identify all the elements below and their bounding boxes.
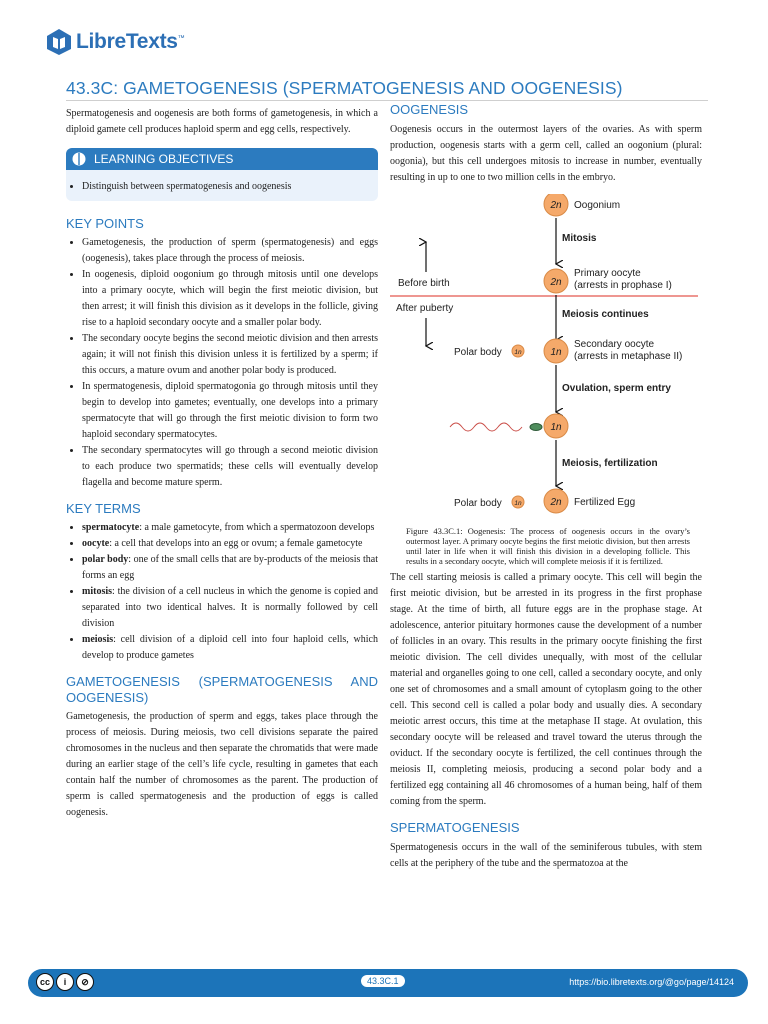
fertilized-egg-ploidy: 2n [550,497,562,508]
meiosis-continues-label: Meiosis continues [562,309,649,320]
fertilizing-oocyte-ploidy: 1n [550,422,562,433]
spermatogenesis-heading: SPERMATOGENESIS [390,820,520,835]
key-terms-list [66,520,378,664]
page-number: 43.3C.1 [361,975,405,987]
ovulation-label: Ovulation, sperm entry [562,383,671,394]
secondary-oocyte-ploidy: 1n [550,347,562,358]
learning-objectives-icon [72,152,86,166]
cc-icon: cc [36,973,54,991]
spermatogenesis-paragraph: Spermatogenesis occurs in the wall of the seminiferous tubules, with stem cells at the periphery of the tube and the spermatozoa at the [390,842,702,869]
meiosis-fertilization-label: Meiosis, fertilization [562,458,658,469]
list-item: • The secondary spermatocytes will go through a second meiotic division to each produce two spermatids; these cells will eventually develop flagella and become mature sperm. [82,443,378,491]
primary-oocyte-label: Primary oocyte [574,268,641,279]
oogonium-ploidy: 2n [550,200,562,211]
polar-body-label-2: Polar body [454,498,502,509]
list-item: • spermatocyte: a male gametocyte, from which a spermatozoon develops [82,520,378,536]
learning-objectives-header: LEARNING OBJECTIVES [66,148,378,170]
sperm-tail [450,423,522,431]
intro-paragraph: Spermatogenesis and oogenesis are both forms of gametogenesis, in which a diploid gamete cell produces haploid sperm and egg cells, respectively. [66,108,378,135]
key-terms-heading: KEY TERMS [66,501,141,516]
oogenesis-paragraph: Oogenesis occurs in the outermost layers of the ovaries. As with sperm production, oogenesis starts with a germ cell, called an oogonium (plural: oogonia), but this cell undergoes mitosis to increase in number, eventually resulting in up to one to two million cells in the embryo. [390,124,702,183]
oogonium-label: Oogonium [574,200,621,211]
title-divider [66,100,708,101]
cc-license-badge[interactable] [36,973,94,993]
fertilized-egg-label: Fertilized Egg [574,497,636,508]
mitosis-label: Mitosis [562,233,597,244]
oogenesis-figure [390,194,702,524]
list-item: • Gametogenesis, the production of sperm (spermatogenesis) and eggs (oogenesis), takes place through the process of meiosis. [82,235,378,267]
list-item: • meiosis: cell division of a diploid cell into four haploid cells, which develop to produce gametes [82,632,378,664]
list-item: • In oogenesis, diploid oogonium go through mitosis until one develops into a primary oocyte, which will begin the first meiotic division, but then arrest; it will finish this division as it develops in the follicle, giving rise to a haploid secondary oocyte and a smaller polar body. [82,267,378,331]
key-points-heading: KEY POINTS [66,216,144,231]
learning-objectives-box [66,148,378,201]
polar-body-label-1: Polar body [454,347,502,358]
polar-body-ploidy-2: 1n [514,500,522,507]
list-item: • oocyte: a cell that develops into an egg or ovum; a female gametocyte [82,536,378,552]
primary-oocyte-arrest: (arrests in prophase I) [574,280,672,291]
secondary-oocyte-label: Secondary oocyte [574,339,655,350]
oogenesis-heading: OOGENESIS [390,102,469,117]
attribution-icon: i [56,973,74,991]
key-points-list [66,235,378,491]
noncommercial-icon: ⊘ [76,973,94,991]
learning-objectives-list [66,179,378,195]
after-puberty-label: After puberty [396,303,454,314]
gametogenesis-heading: GAMETOGENESIS (SPERMATOGENESIS AND OOGENESIS) [66,674,378,705]
right-column [390,102,702,872]
gametogenesis-paragraph: Gametogenesis, the production of sperm and eggs, takes place through the process of meiosis. During meiosis, two cell divisions separate the paired chromosomes in the nucleus and then separate the chromatids that were made during an earlier stage of the cell’s life cycle, resulting in gametes that each contain half the number of chromosomes as the parent. The production of sperm is called spermatogenesis and the production of eggs is called oogenesis. [66,711,378,818]
page-footer [28,969,748,997]
polar-body-ploidy-1: 1n [514,349,522,356]
libretexts-logo[interactable] [46,28,184,56]
sperm-head [530,424,542,431]
list-item: • mitosis: the division of a cell nucleus in which the genome is copied and separated into two identical halves. It is normally followed by cell division [82,584,378,632]
secondary-oocyte-arrest: (arrests in metaphase II) [574,351,683,362]
page-url-link[interactable]: https://bio.libretexts.org/@go/page/14124 [569,977,734,987]
figure-caption: Figure 43.3C.1: Oogenesis: The process of oogenesis occurs in the ovary’s outermost layer. A primary oocyte begins the first meiotic division, but then arrests until later in life when it will finish this division in a developing follicle. This results in a secondary oocyte, which will complete meiosis if it is fertilized. [406,526,690,566]
list-item: • polar body: one of the small cells that are by-products of the meiosis that forms an egg [82,552,378,584]
left-column [66,106,378,821]
before-birth-label: Before birth [398,278,450,289]
libretexts-logo-icon [46,28,72,56]
list-item: • The secondary oocyte begins the second meiotic division and then arrests again; it will not finish this division unless it is fertilized by a sperm; if this occurs, a mature ovum and another polar body is produced. [82,331,378,379]
page-title: 43.3C: GAMETOGENESIS (SPERMATOGENESIS AND OOGENESIS) [66,78,623,98]
primary-oocyte-ploidy: 2n [550,277,562,288]
logo-text: LibreTexts™ [76,30,185,53]
list-item: • In spermatogenesis, diploid spermatogonia go through mitosis until they begin to develop into gametes; eventually, one develops into a primary spermatocyte that will go through the first meiotic division to form two haploid secondary spermatocytes. [82,379,378,443]
list-item: • Distinguish between spermatogenesis and oogenesis [82,179,378,195]
oogenesis-paragraph-2: The cell starting meiosis is called a primary oocyte. This cell will begin the first meiotic division, but be arrested in its progress in the first prophase stage. At the time of birth, all future eggs are in the prophase stage. At adolescence, anterior pituitary hormones cause the development of a number of follicles in an ovary. This results in the primary oocyte finishing the first meiotic division. The cell divides unequally, with most of the cellular material and organelles going to one cell, called a secondary oocyte, and only one set of chromosomes and a small amount of cytoplasm going to the other cell. This second cell is called a polar body and usually dies. A secondary meiotic arrest occurs, this time at the metaphase II stage. At ovulation, this secondary oocyte will be released and travel toward the uterus through the oviduct. If the secondary oocyte is fertilized, the cell continues through the meiosis II, completing meiosis, producing a second polar body and a fertilized egg containing all 46 chromosomes of a human being, half of them coming from the sperm. [390,572,702,807]
